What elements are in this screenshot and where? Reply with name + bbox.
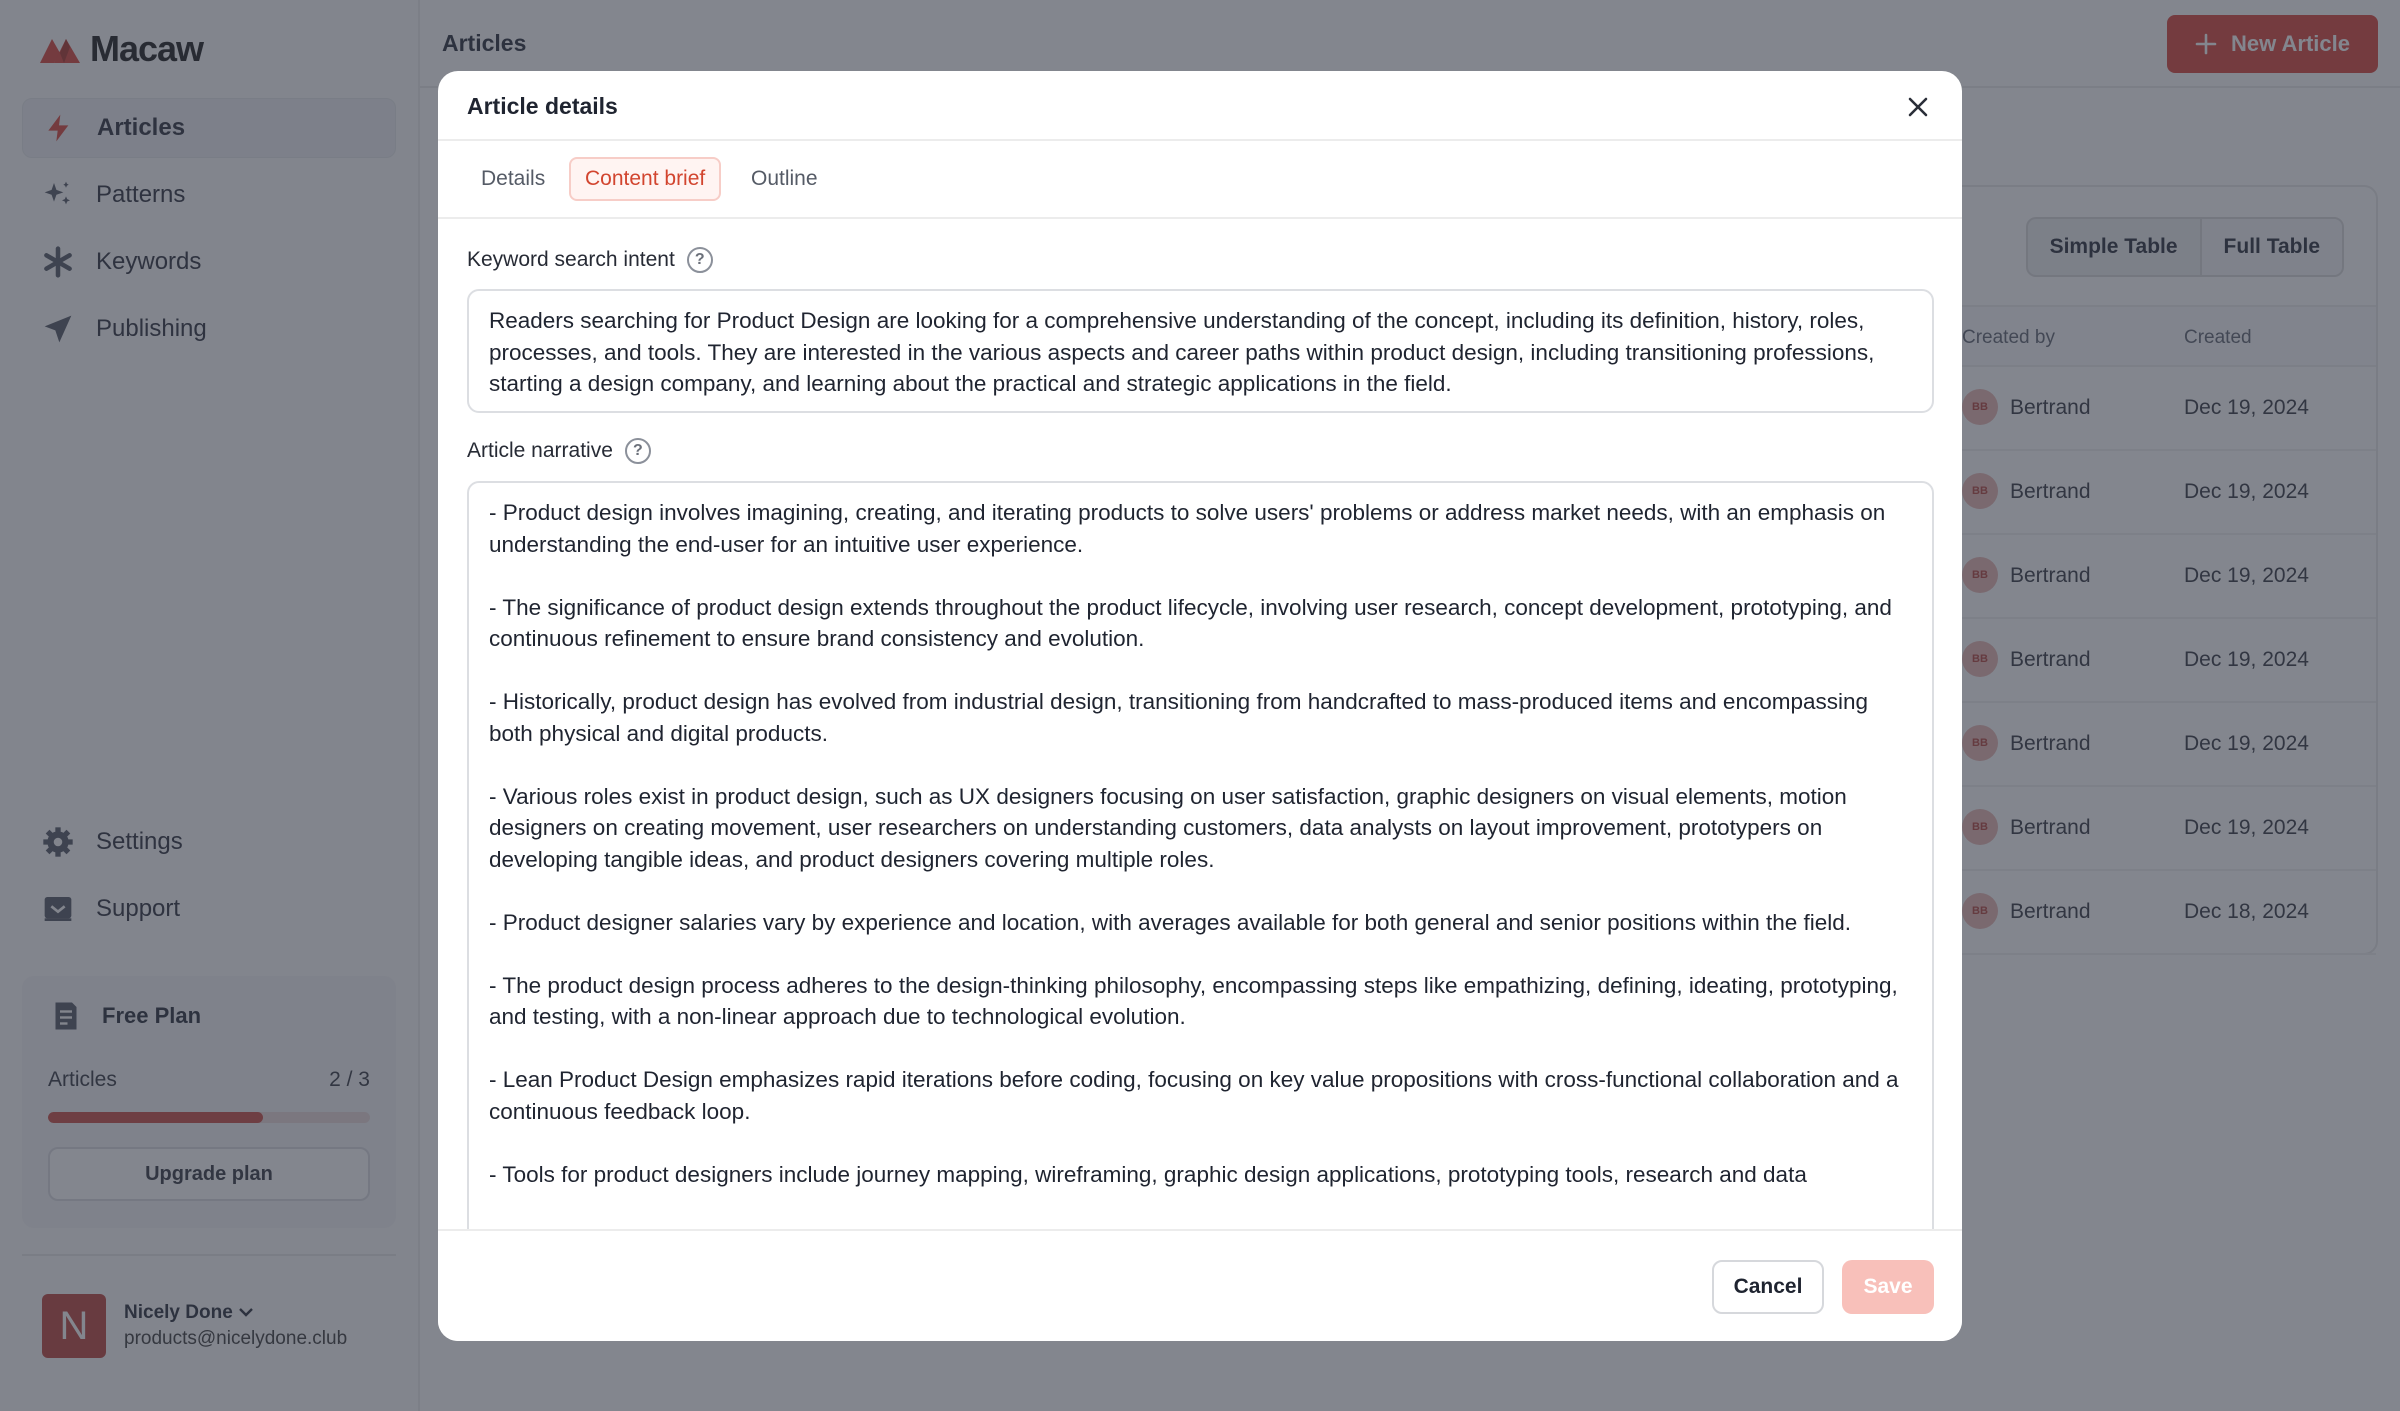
help-icon[interactable]: ?	[687, 247, 713, 273]
modal-footer	[438, 1229, 1962, 1341]
tab-content-brief[interactable]: Content brief	[569, 157, 721, 201]
close-icon	[1907, 96, 1929, 118]
article-details-modal	[438, 71, 1962, 1341]
modal-title: Article details	[467, 93, 618, 119]
tab-outline[interactable]: Outline	[751, 167, 818, 190]
modal-header	[438, 71, 1962, 141]
save-button[interactable]: Save	[1842, 1260, 1934, 1314]
modal-tabs	[438, 141, 1962, 219]
cancel-button[interactable]: Cancel	[1712, 1260, 1824, 1314]
narrative-label: Article narrative ?	[467, 438, 651, 464]
article-narrative-textarea[interactable]: - Product design involves imagining, creating, and iterating products to solve users' problems or address market needs, with an emphasis on understanding the end-user for an intuitive user experience. - The significance of product design extends throughout the product lifecycle, involving user research, concept development, prototyping, and continuous refinement to ensure brand consistency and evolution. - Historically, product design has evolved from industrial design, transitioning from handcrafted to mass-produced items and encompassing both physical and digital products. - Various roles exist in product design, such as UX designers focusing on user satisfaction, graphic designers on visual elements, motion designers on creating movement, user researchers on understanding customers, data analysts on layout improvement, prototypers on developing tangible ideas, and product designers covering multiple roles. - Product designer salaries vary by experience and location, with averages available for both general and senior positions within the field. - The product design process adheres to the design-thinking philosophy, encompassing steps like empathizing, defining, ideating, prototyping, and testing, with a non-linear approach due to technological evolution. - Lean Product Design emphasizes rapid iterations before coding, focusing on key value propositions with cross-functional collaboration and a continuous feedback loop. - Tools for product designers include journey mapping, wireframing, graphic design applications, prototyping tools, research and data	[467, 481, 1934, 1321]
help-icon[interactable]: ?	[625, 438, 651, 464]
keyword-intent-textarea[interactable]: Readers searching for Product Design are looking for a comprehensive understanding of the concept, including its definition, history, roles, processes, and tools. They are interested in the various aspects and career paths within product design, including transitioning professions, starting a design company, and learning about the practical and strategic applications in the field.	[467, 289, 1934, 413]
intent-label: Keyword search intent ?	[467, 247, 713, 273]
tab-details[interactable]: Details	[481, 167, 546, 190]
close-button[interactable]	[1904, 93, 1932, 121]
